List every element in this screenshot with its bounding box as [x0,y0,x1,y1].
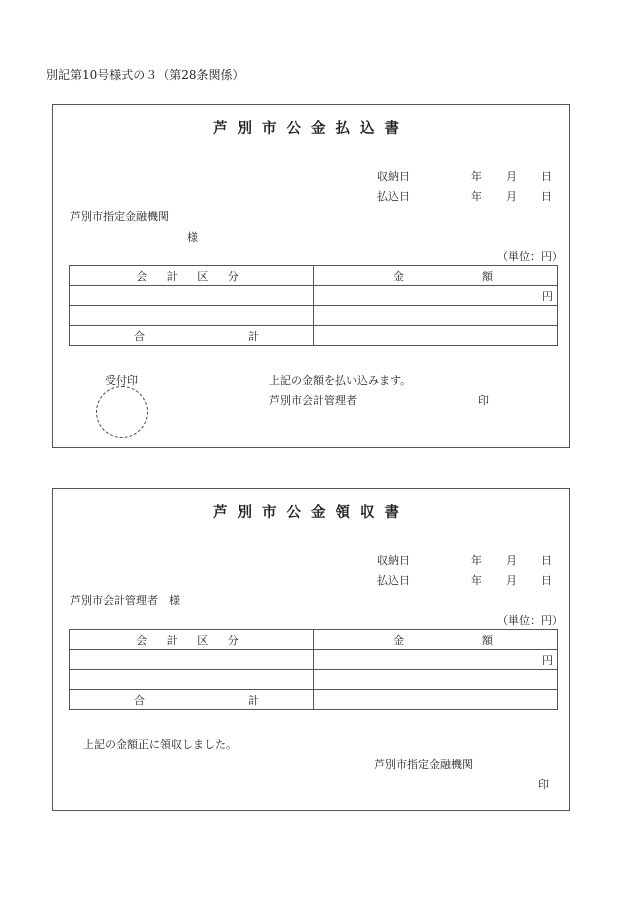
total-left: 合 [134,329,145,343]
table-row [70,650,558,670]
amount-table [69,265,558,346]
account-cell[interactable] [70,650,314,670]
table-header-row [70,266,558,286]
paid-month: 月 [506,574,517,587]
account-cell[interactable] [70,670,314,690]
paid-year: 年 [471,574,482,587]
account-cell[interactable] [70,286,314,306]
col-amount-right: 額 [482,269,493,283]
total-left: 合 [134,693,145,707]
amount-cell[interactable] [314,286,558,306]
paid-day: 日 [541,190,552,203]
payment-slip-form [52,104,570,448]
yen-unit: 円 [542,653,553,667]
paid-month: 月 [506,190,517,203]
col-account-header: 会 計 区 分 [70,266,314,286]
received-year: 年 [471,554,482,567]
payer-seal: 印 [478,394,489,407]
issuer-name: 芦別市指定金融機関 [374,758,473,771]
received-month: 月 [506,170,517,183]
account-cell[interactable] [70,306,314,326]
amount-cell[interactable] [314,650,558,670]
col-amount-right: 額 [482,633,493,647]
table-row [70,670,558,690]
payer-name: 芦別市会計管理者 [269,394,357,407]
received-month: 月 [506,554,517,567]
paid-year: 年 [471,190,482,203]
payment-statement: 上記の金額を払い込みます。 [269,374,412,387]
addressee: 芦別市指定金融機関 [70,210,169,223]
honorific: 様 [187,231,198,244]
col-account-header: 会 計 区 分 [70,630,314,650]
total-label-cell [70,690,314,710]
amount-cell[interactable] [314,306,558,326]
received-year: 年 [471,170,482,183]
col-amount-header [314,630,558,650]
col-amount-left: 金 [393,269,404,283]
addressee: 芦別市会計管理者 様 [70,594,180,607]
payment-slip-title: 芦別市公金払込書 [213,120,409,137]
receipt-statement: 上記の金額正に領収しました。 [83,738,237,751]
total-amount-cell[interactable] [314,326,558,346]
amount-cell[interactable] [314,670,558,690]
unit-label: （単位：円） [497,250,563,263]
table-header-row [70,630,558,650]
yen-unit: 円 [542,289,553,303]
received-date-label: 収納日 [377,554,410,567]
total-right: 計 [248,329,259,343]
paid-date-label: 払込日 [377,190,410,203]
amount-table [69,629,558,710]
stamp-label: 受付印 [105,374,138,387]
total-label-cell [70,326,314,346]
col-amount-left: 金 [393,633,404,647]
form-header: 別記第10号様式の３（第28条関係） [46,68,245,82]
paid-date-label: 払込日 [377,574,410,587]
received-day: 日 [541,170,552,183]
total-row [70,690,558,710]
receipt-form [52,488,570,811]
table-row [70,306,558,326]
received-date-label: 収納日 [377,170,410,183]
reception-stamp-circle [96,386,148,438]
unit-label: （単位：円） [497,614,563,627]
col-amount-header [314,266,558,286]
received-day: 日 [541,554,552,567]
paid-day: 日 [541,574,552,587]
total-row [70,326,558,346]
table-row [70,286,558,306]
total-right: 計 [248,693,259,707]
total-amount-cell[interactable] [314,690,558,710]
receipt-title: 芦別市公金領収書 [213,504,409,521]
issuer-seal: 印 [538,778,549,791]
